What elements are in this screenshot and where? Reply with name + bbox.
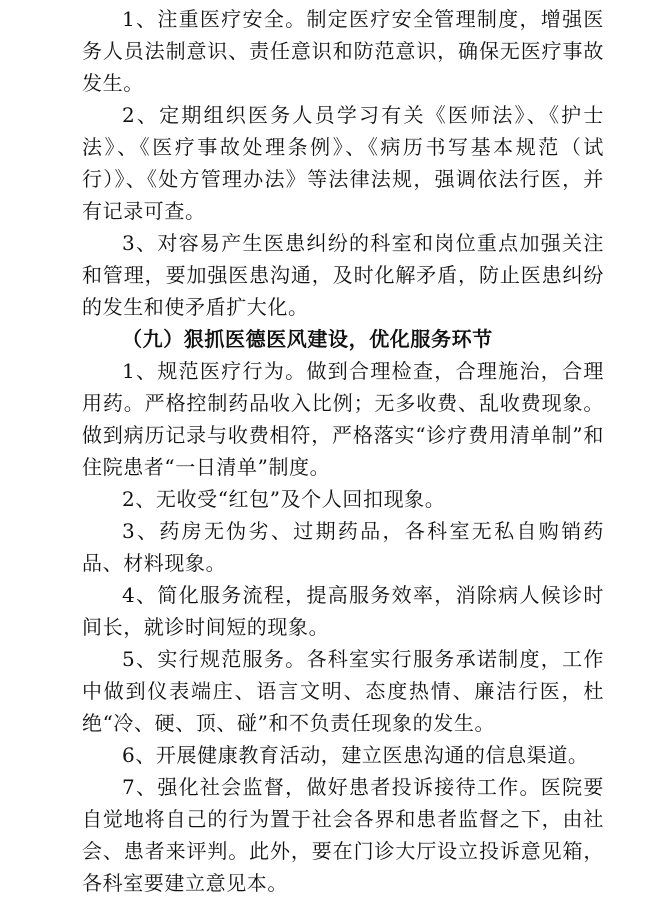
paragraph-law-study: 2、定期组织医务人员学习有关《医师法》、《护士法》、《医疗事故处理条例》、《病历书写基本规范（试行）》、《处方管理办法》等法律法规，强调依法行医，并有记录可查。	[82, 103, 604, 223]
paragraph-standardize-conduct: 1、规范医疗行为。做到合理检查，合理施治，合理用药。严格控制药品收入比例；无多收费、乱收费现象。做到病历记录与收费相符，严格落实“诊疗费用清单制”和住院患者“一日清单”制度。	[82, 359, 604, 479]
paragraph-health-education: 6、开展健康教育活动，建立医患沟通的信息渠道。	[122, 743, 589, 767]
section-heading: （九）狠抓医德医风建设，优化服务环节	[122, 327, 493, 351]
paragraph-social-supervision: 7、强化社会监督，做好患者投诉接待工作。医院要自觉地将自己的行为置于社会各界和患者监督之下，由社会、患者来评判。此外，要在门诊大厅设立投诉意见箱，各科室要建立意见本。	[82, 775, 604, 895]
paragraph-pharmacy: 3、药房无伪劣、过期药品，各科室无私自购销药品、材料现象。	[82, 519, 604, 575]
paragraph-dispute-prevention: 3、对容易产生医患纠纷的科室和岗位重点加强关注和管理，要加强医患沟通，及时化解矛盾，防止医患纠纷的发生和使矛盾扩大化。	[82, 231, 604, 319]
paragraph-simplify-process: 4、简化服务流程，提高服务效率，消除病人候诊时间长，就诊时间短的现象。	[82, 583, 604, 639]
paragraph-standard-service: 5、实行规范服务。各科室实行服务承诺制度，工作中做到仪表端庄、语言文明、态度热情、廉洁行医，杜绝“冷、硬、顶、碰”和不负责任现象的发生。	[82, 647, 604, 735]
paragraph-medical-safety: 1、注重医疗安全。制定医疗安全管理制度，增强医务人员法制意识、责任意识和防范意识，确保无医疗事故发生。	[82, 7, 604, 95]
paragraph-no-red-envelope: 2、无收受“红包”及个人回扣现象。	[122, 487, 446, 511]
